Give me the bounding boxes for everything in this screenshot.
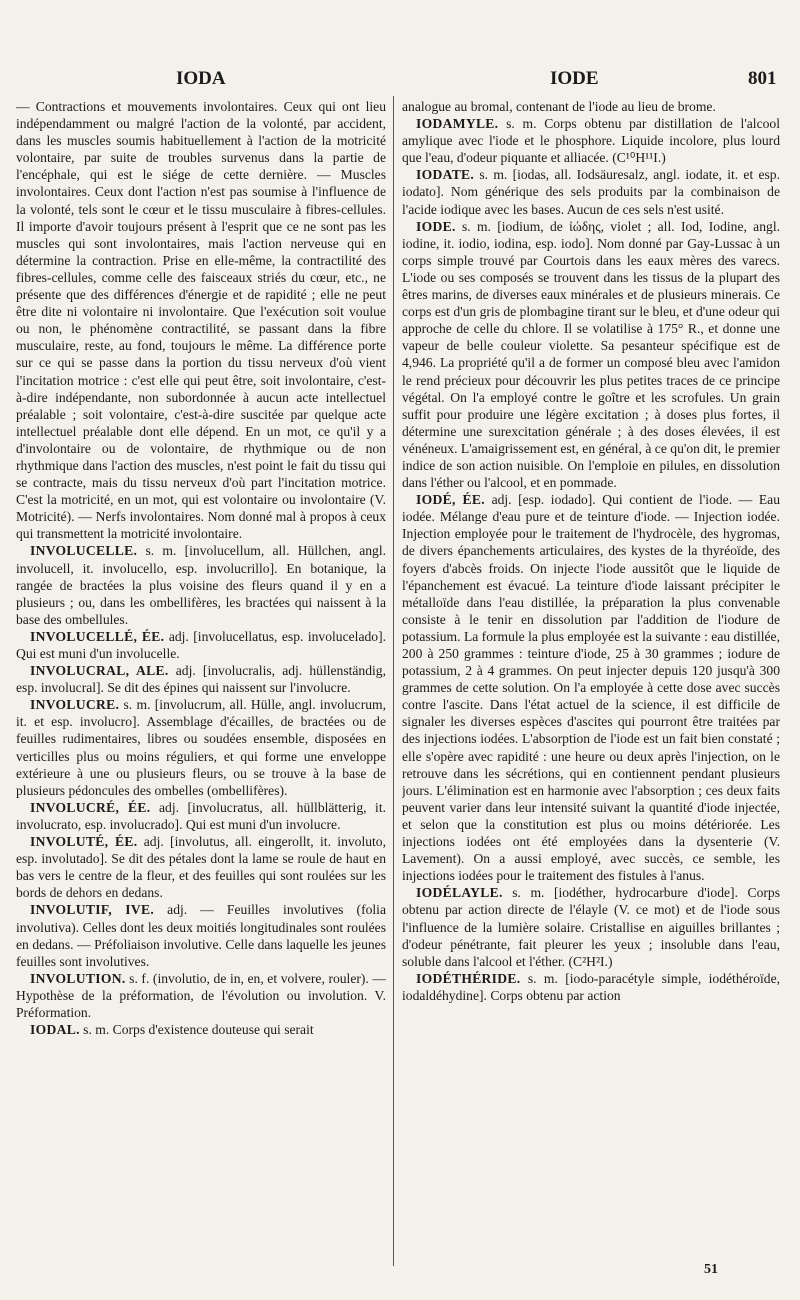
entry-text: adj. — Feuilles involutives (folia involutiva). Celles dont les deux moitiés longitudinales sont roulées en dedans. — Préfoliaison involutive. Celle dans laquelle les jeunes feuilles sont involutives. (16, 902, 386, 969)
dictionary-entry (402, 218, 780, 492)
dictionary-entry (16, 628, 386, 662)
running-head (0, 68, 800, 92)
headword: INVOLUCRÉ, ÉE. (30, 799, 151, 815)
entry-text: s. m. [iodium, de ἰώδης, violet ; all. Iod, Iodine, angl. iodine, it. iodio, iodina, esp. iodo]. Nom donné par Gay-Lussac à un corps simple trouvé par Courtois dans les eaux mères des varecs. L'iode ou ses composés se trouvent dans les tissus de la plupart des êtres marins, de diverses eaux minérales et de plusieurs minerais. Ce corps est d'un gris de plombagine tirant sur le bleu, et d'une odeur qui approche de celle du chlore. Il se volatilise à 175° R., et donne une vapeur de belle couleur violette. Sa pesanteur spécifique est de 4,946. La propriété qu'il a de former un composé bleu avec l'amidon le rend précieux pour découvrir les plus petites traces de ce principe végétal. On l'a employé contre le goître et les scrofules. Un grain suffit pour produire une légère excitation ; à doses plus fortes, il détermine une surexcitation générale ; à des doses élevées, il est vénéneux. L'amaigrissement est, en général, à ce qu'on dit, le premier indice de son action nuisible. On l'emploie en pilules, en dissolution dans l'éther ou l'alcool, et en pommade. (402, 218, 780, 491)
headword: IODÉ, ÉE. (416, 492, 485, 508)
dictionary-entry (402, 115, 780, 166)
entry-text: s. m. [iodéther, hydrocarbure d'iode]. Corps obtenu par action directe de l'élayle (V. ce mot) et de l'iode sous l'influence de la lumière solaire. Cristallise en aiguilles brillantes ; d'odeur pénétrante, fait pleurer les yeux ; insoluble dans l'eau, soluble dans l'alcool et l'éther. (C²H²I.) (402, 885, 780, 969)
entry-text: adj. [involutus, all. eingerollt, it. involuto, esp. involutado]. Se dit des pétales dont la lame se roule de haut en bas vers le centre de la fleur, et des feuilles qui sont roulées sur les bords de dehors en dedans. (16, 834, 386, 901)
entry-text: adj. [esp. iodado]. Qui contient de l'iode. — Eau iodée. Mélange d'eau pure et de teinture d'iode. — Injection iodée. Injection employée pour le traitement de l'hydrocèle, des hygromas, de divers épanchements articulaires, des kystes de la thyréoïde, des foyers d'abcès froids. On injecte l'iode aussitôt que le liquide de l'épanchement est évacué. La teinture d'iode laissant précipiter le métalloïde dans l'eau distillée, la préparation la plus convenable consiste à le tenir en dissolution par l'addition de l'iodure de potassium. La formule la plus employée est la suivante : eau distillée, 200 à 250 grammes : teinture d'iode, 25 à 30 grammes ; iodure de potassium, 2 à 4 grammes. On peut injecter depuis 120 jusqu'à 300 grammes de cette solution. On l'a employée à cette dose avec succès contre l'ascite. Dans l'état actuel de la science, il est difficile de signaler les diverses espèces d'ascites qui pourront être traitées par des injections iodées. L'absorption de l'iode est un fait bien constaté ; elle s'opère avec rapidité : une heure ou deux après l'injection, on le retrouve dans les sécrétions, qui en contiennent pendant plusieurs jours. L'élimination est en harmonie avec l'absorption ; ces deux faits peuvent varier dans leur intensité suivant la quantité d'iode injectée, et selon que la constitution est plus ou moins détériorée. Les injections iodées ont été employées dans la dysenterie (V. Lavement). On a aussi employé, avec succès, ce semble, les injections iodées pour le traitement des fistules à l'anus. (402, 492, 780, 884)
headword: INVOLUTIF, IVE. (30, 902, 155, 918)
continued-text (16, 98, 386, 542)
entry-text: s. f. (involutio, de in, en, et volvere, rouler). — Hypothèse de la préformation, de l'évolution ou involution. V. Préformation. (16, 970, 386, 1020)
entry-text: — Contractions et mouvements involontaires. Ceux qui ont lieu indépendamment ou malgré l'action de la volonté, par accident, dans les muscles soumis habituellement à l'action de la motricité volontaire, par suite de troubles survenus dans la partie de l'encéphale, qui est le siége de cette dernière. — Muscles involontaires. Ceux dont l'action n'est pas soumise à l'influence de la volonté, tels sont le cœur et le tissu musculaire à fibres-cellules. Il importe d'avoir toujours présent à l'esprit que ce ne sont pas les muscles qui sont involontaires, mais l'action nerveuse qui en détermine la contraction. Prise en elle-même, la contractilité des fibres-cellules, comme celle des faisceaux striés du cœur, etc., ne présente que des différences d'énergie et de rapidité ; elle ne peut être dite ni volontaire ni involontaire. Que l'exécution soit voulue ou non, le phénomène contractilité, se passant dans la fibre musculaire, reste, au fond, toujours le même. La différence porte sur ce qui se passe dans la portion du tissu nerveux d'où vient l'incitation motrice : c'est elle qui peut être, soit involontaire, c'est-à-dire indépendante, non subordonnée à aucun acte intellectuel préalable ; soit volontaire, c'est-à-dire suscitée par quelque acte intellectuel préalable dont elle dépend. En un mot, ce qu'il y a d'involontaire ou de volontaire, de rhythmique ou de non rhythmique dans l'action des muscles, n'est point le fait du tissu qui se contracte, mais du tissu nerveux d'où part l'incitation motrice. C'est la motricité, en un mot, qui est volontaire ou involontaire (V. Motricité). — Nerfs involontaires. Nom donné mal à propos à ceux qui transmettent la motricité involontaire. (16, 99, 386, 542)
dictionary-entry (16, 833, 386, 901)
dictionary-entry (16, 799, 386, 833)
dictionary-entry (16, 901, 386, 969)
left-guide-word: IODA (176, 68, 226, 89)
headword: INVOLUCELLE. (30, 543, 138, 559)
entry-text: s. m. [iodo-paracétyle simple, iodéthéroïde, iodaldéhydine]. Corps obtenu par action (402, 970, 780, 1003)
continued-text (402, 98, 780, 115)
entry-text: s. m. Corps d'existence douteuse qui serait (83, 1022, 314, 1038)
entry-text: s. m. Corps obtenu par distillation de l'alcool amylique avec l'iode et le phosphore. Liquide incolore, plus lourd que l'eau, d'odeur piquante et alliacée. (C¹⁰H¹¹I.) (402, 116, 780, 166)
signature-mark: 51 (704, 1262, 718, 1277)
entry-text: analogue au bromal, contenant de l'iode au lieu de brome. (402, 99, 716, 114)
entry-text: s. m. [involucellum, all. Hüllchen, angl. involucell, it. involucello, esp. involucrillo]. En botanique, la rangée de bractées la plus voisine des fleurs quand il y en a plusieurs ; ou, dans les ombellifères, les bractées qui naissent à la base des ombellules. (16, 543, 386, 627)
dictionary-entry (16, 1021, 386, 1038)
headword: INVOLUTÉ, ÉE. (30, 834, 138, 850)
dictionary-entry (402, 491, 780, 884)
headword: IODAMYLE. (416, 116, 499, 132)
headword: INVOLUCRE. (30, 697, 120, 713)
headword: INVOLUCELLÉ, ÉE. (30, 628, 165, 644)
dictionary-entry (16, 662, 386, 696)
headword: IODAL. (30, 1022, 80, 1038)
headword: IODE. (416, 218, 456, 234)
right-guide-word: IODE (550, 68, 599, 89)
headword: INVOLUCRAL, ALE. (30, 663, 169, 679)
left-column (16, 98, 386, 1278)
column-rule (393, 96, 394, 1266)
entry-text: adj. [involucellatus, esp. involucelado]. Qui est muni d'un involucelle. (16, 628, 386, 661)
entry-text: adj. [involucratus, all. hüllblätterig, it. involucrato, esp. involucrado]. Qui est muni d'un involucre. (16, 799, 386, 832)
headword: IODÉTHÉRIDE. (416, 970, 521, 986)
entry-text: s. m. [iodas, all. Iodsäuresalz, angl. iodate, it. et esp. iodato]. Nom générique des sels produits par la combinaison de l'acide iodique avec les bases. Aucun de ces sels n'est usité. (402, 167, 780, 217)
right-column (402, 98, 780, 1278)
dictionary-entry (16, 696, 386, 799)
dictionary-entry (16, 970, 386, 1021)
entry-text: s. m. [involucrum, all. Hülle, angl. involucrum, it. et esp. involucro]. Assemblage d'écailles, de bractées ou de feuilles rudimentaires, libres ou soudées ensemble, disposées en verticilles plus ou moins réguliers, et qui forme une enveloppe extérieure à une ou plusieurs fleurs, ou se trouve à la base de plusieurs pédoncules des ombelles (ombellifères). (16, 697, 386, 798)
headword: IODATE. (416, 167, 475, 183)
dictionary-entry (402, 884, 780, 969)
dictionary-entry (16, 542, 386, 627)
dictionary-entry (402, 970, 780, 1004)
page-number: 801 (748, 68, 777, 89)
headword: INVOLUTION. (30, 970, 126, 986)
entry-text: adj. [involucralis, adj. hüllenständig, esp. involucral]. Se dit des épines qui naissent sur l'involucre. (16, 663, 386, 696)
dictionary-entry (402, 166, 780, 217)
headword: IODÉLAYLE. (416, 885, 503, 901)
